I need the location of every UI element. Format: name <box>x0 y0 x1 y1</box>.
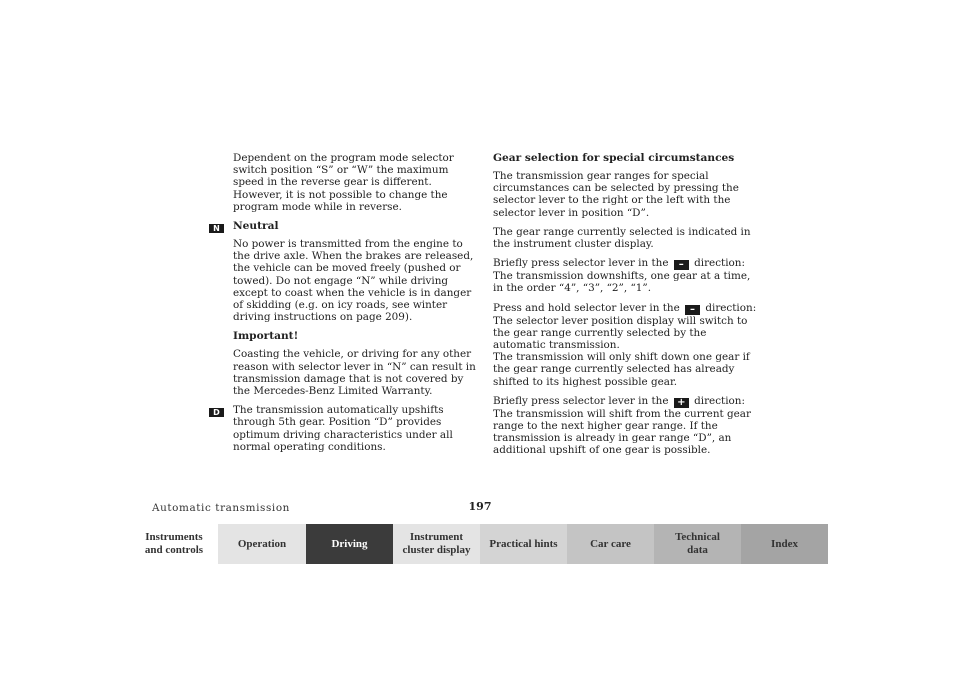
chapter-nav-bar <box>130 524 828 564</box>
tab-label: Car care <box>590 537 631 550</box>
tab-instrument-cluster-display[interactable] <box>393 524 480 564</box>
hold-downshift-lead: Press and hold selector lever in the <box>493 301 680 314</box>
page-number: 197 <box>468 500 492 513</box>
intro-paragraph: Dependent on the program mode selector switch position “S” or “W” the maximum speed in the reverse gear is different. However, it is not possible to change the program mode while in reverse. <box>233 152 454 213</box>
right-column <box>493 152 758 464</box>
briefly-upshift-paragraph <box>493 395 758 457</box>
section-title: Automatic transmission <box>152 502 290 514</box>
briefly-downshift-body: The transmission downshifts, one gear at a time, in the order “4”, “3”, “2”, “1”. <box>493 270 751 295</box>
drive-paragraph: The transmission automatically upshifts through 5th gear. Position “D” provides optimum driving characteristics under all normal operating conditions. <box>233 404 453 453</box>
tab-label: Operation <box>237 537 287 550</box>
plus-direction-icon: + <box>674 398 689 408</box>
briefly-downshift-paragraph <box>493 257 758 294</box>
important-heading: Important! <box>233 330 299 343</box>
tab-index[interactable] <box>741 524 828 564</box>
important-paragraph: Coasting the vehicle, or driving for any other reason with selector lever in “N” can result in transmission damage that is not covered by the Mercedes-Benz Limited Warranty. <box>233 348 476 398</box>
briefly-upshift-body: The transmission will shift from the current gear range to the next higher gear range. If the transmission is already in gear range “D”, an additional upshift of one gear is possible. <box>493 407 751 457</box>
gear-selection-heading: Gear selection for special circumstances <box>493 152 735 164</box>
neutral-paragraph: No power is transmitted from the engine to the drive axle. When the brakes are released, the vehicle can be moved freely (pushed or towed). Do not engage “N” while driving except to coast when the vehicle is in danger of skidding (e.g. on icy roads, see winter driving instructions on page 209). <box>233 238 474 324</box>
neutral-heading: Neutral <box>233 220 279 233</box>
tab-label: Practical hints <box>489 537 558 550</box>
briefly-upshift-direction: direction: <box>694 394 745 407</box>
tab-practical-hints[interactable] <box>480 524 567 564</box>
briefly-downshift-lead: Briefly press selector lever in the <box>493 257 669 270</box>
tab-label: Index <box>771 537 798 550</box>
tab-driving[interactable] <box>306 524 393 564</box>
tab-label: Instruments and controls <box>144 531 204 556</box>
drive-position-marker: D <box>209 408 224 417</box>
hold-downshift-body: The selector lever position display will switch to the gear range currently selected by the automatic transmission. <box>493 314 748 352</box>
tab-label: Driving <box>331 537 368 550</box>
gear-selection-paragraph-2: The gear range currently selected is indicated in the instrument cluster display. <box>493 225 751 251</box>
minus-direction-icon: – <box>674 260 689 270</box>
tab-car-care[interactable] <box>567 524 654 564</box>
tab-operation[interactable] <box>218 524 306 564</box>
tab-label: Instrument cluster display <box>402 531 471 556</box>
briefly-downshift-direction: direction: <box>694 257 745 270</box>
tab-label: Technical data <box>675 531 720 556</box>
hold-downshift-body-2: The transmission will only shift down one gear if the gear range currently selected has already shifted to its highest possible gear. <box>493 351 750 388</box>
briefly-upshift-lead: Briefly press selector lever in the <box>493 394 669 407</box>
neutral-position-marker: N <box>209 224 224 233</box>
minus-direction-icon: – <box>685 305 700 315</box>
tab-technical-data[interactable] <box>654 524 741 564</box>
gear-selection-paragraph-1: The transmission gear ranges for special circumstances can be selected by pressing the selector lever to the right or the left with the selector lever in position “D”. <box>493 170 739 219</box>
hold-downshift-paragraph <box>493 302 758 388</box>
hold-downshift-direction: direction: <box>705 301 757 314</box>
left-column <box>233 152 478 460</box>
tab-instruments-and-controls[interactable] <box>130 524 218 564</box>
